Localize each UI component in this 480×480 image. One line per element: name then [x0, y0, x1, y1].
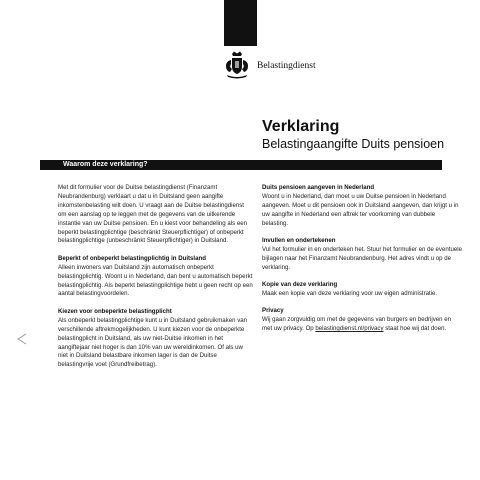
privacy-link[interactable]: belastingdienst.nl/privacy — [315, 325, 384, 333]
privacy-text — [262, 316, 462, 334]
content-block — [262, 184, 462, 229]
logo-bar — [224, 0, 257, 46]
block-heading: Kopie van deze verklaring — [262, 281, 338, 289]
right-column — [262, 184, 462, 343]
intro-text: Met dit formulier voor de Duitse belastingdienst (Finanzamt Neubrandenburg) verklaart u dat u in Duitsland geen aangifte inkomstenbelasting wilt doen. U vraagt aan de Duitse belastingdienst om een aanslag op te leggen met de gegevens van de uitkerende instantie van uw Duitse pensioen. En u kiest voor behandeling als een beperkt belastingplichtige (beschränkt Steuerpflichtiger) of onbeperkt belastingplichtige (unbeschränkt Steuerpflichtiger) in Duitsland. — [58, 184, 248, 245]
block-text: Maak een kopie van deze verklaring voor uw eigen administratie. — [262, 290, 438, 298]
block-heading: Beperkt of onbeperkt belastingplichtig in Duitsland — [58, 254, 206, 262]
block-text: Als onbeperkt belastingplichtige kunt u in Duitsland gebruikmaken van verschillende aftrekmogelijkheden. U kunt kiezen voor de onbeperkte belastingplicht in Duitsland, als uw niet-Duitse inkomen in het aangiftejaar niet hoger is dan 10% van uw wereldinkomen. Of als uw niet in Duitsland belastbare inkomen lager is dan de Duitse belastingvrije voet (Grundfreibetrag). — [58, 316, 248, 369]
chevron-left-icon[interactable] — [15, 333, 29, 345]
block-text: Woont u in Nederland, dan moet u uw Duitse pensioen in Nederland aangeven. Moet u dit pensioen ook in Duitsland aangeven, dan krijgt u in uw aangifte in Nederland een aftrek ter voorkoming van dubbele belasting. — [262, 192, 459, 227]
privacy-text-after: staat hoe wij dat doen. — [383, 325, 447, 333]
content-block — [58, 255, 254, 300]
content-block — [262, 281, 462, 299]
content-block — [262, 237, 462, 273]
intro-block — [58, 184, 254, 246]
page-subtitle: Belastingaangifte Duits pensioen — [262, 137, 445, 151]
page-title: Verklaring — [262, 118, 340, 135]
title-block — [262, 118, 444, 152]
privacy-block — [262, 307, 462, 334]
left-column — [58, 184, 254, 379]
block-heading: Duits pensioen aangeven in Nederland — [262, 184, 375, 191]
privacy-heading: Privacy — [262, 307, 284, 315]
block-text: Vul het formulier in en onderteken het. Stuur het formulier en de eventuele bijlagen naar het Finanzamt Neubrandenburg. Het adres vindt u op de verklaring. — [262, 245, 462, 271]
block-heading: Kiezen voor onbeperkte belastingplicht — [58, 307, 172, 315]
privacy-text-before: Wij gaan zorgvuldig om met de gegevens van burgers en bedrijven en met uw privacy. Op — [262, 316, 452, 333]
content-block — [58, 308, 254, 370]
brand-name: Belastingdienst — [257, 61, 316, 71]
section-heading: Waarom deze verklaring? — [63, 161, 148, 168]
block-heading: Invullen en ondertekenen — [262, 237, 336, 245]
coat-of-arms-icon — [223, 50, 251, 80]
block-text: Alleen inwoners van Duitsland zijn automatisch onbeperkt belastingplichtig. Woont u in Nederland, dan bent u automatisch beperkt belastingplichtig. Als beperkt belastingplichtige hebt u geen recht op een aantal belastingvoordelen. — [58, 263, 253, 298]
